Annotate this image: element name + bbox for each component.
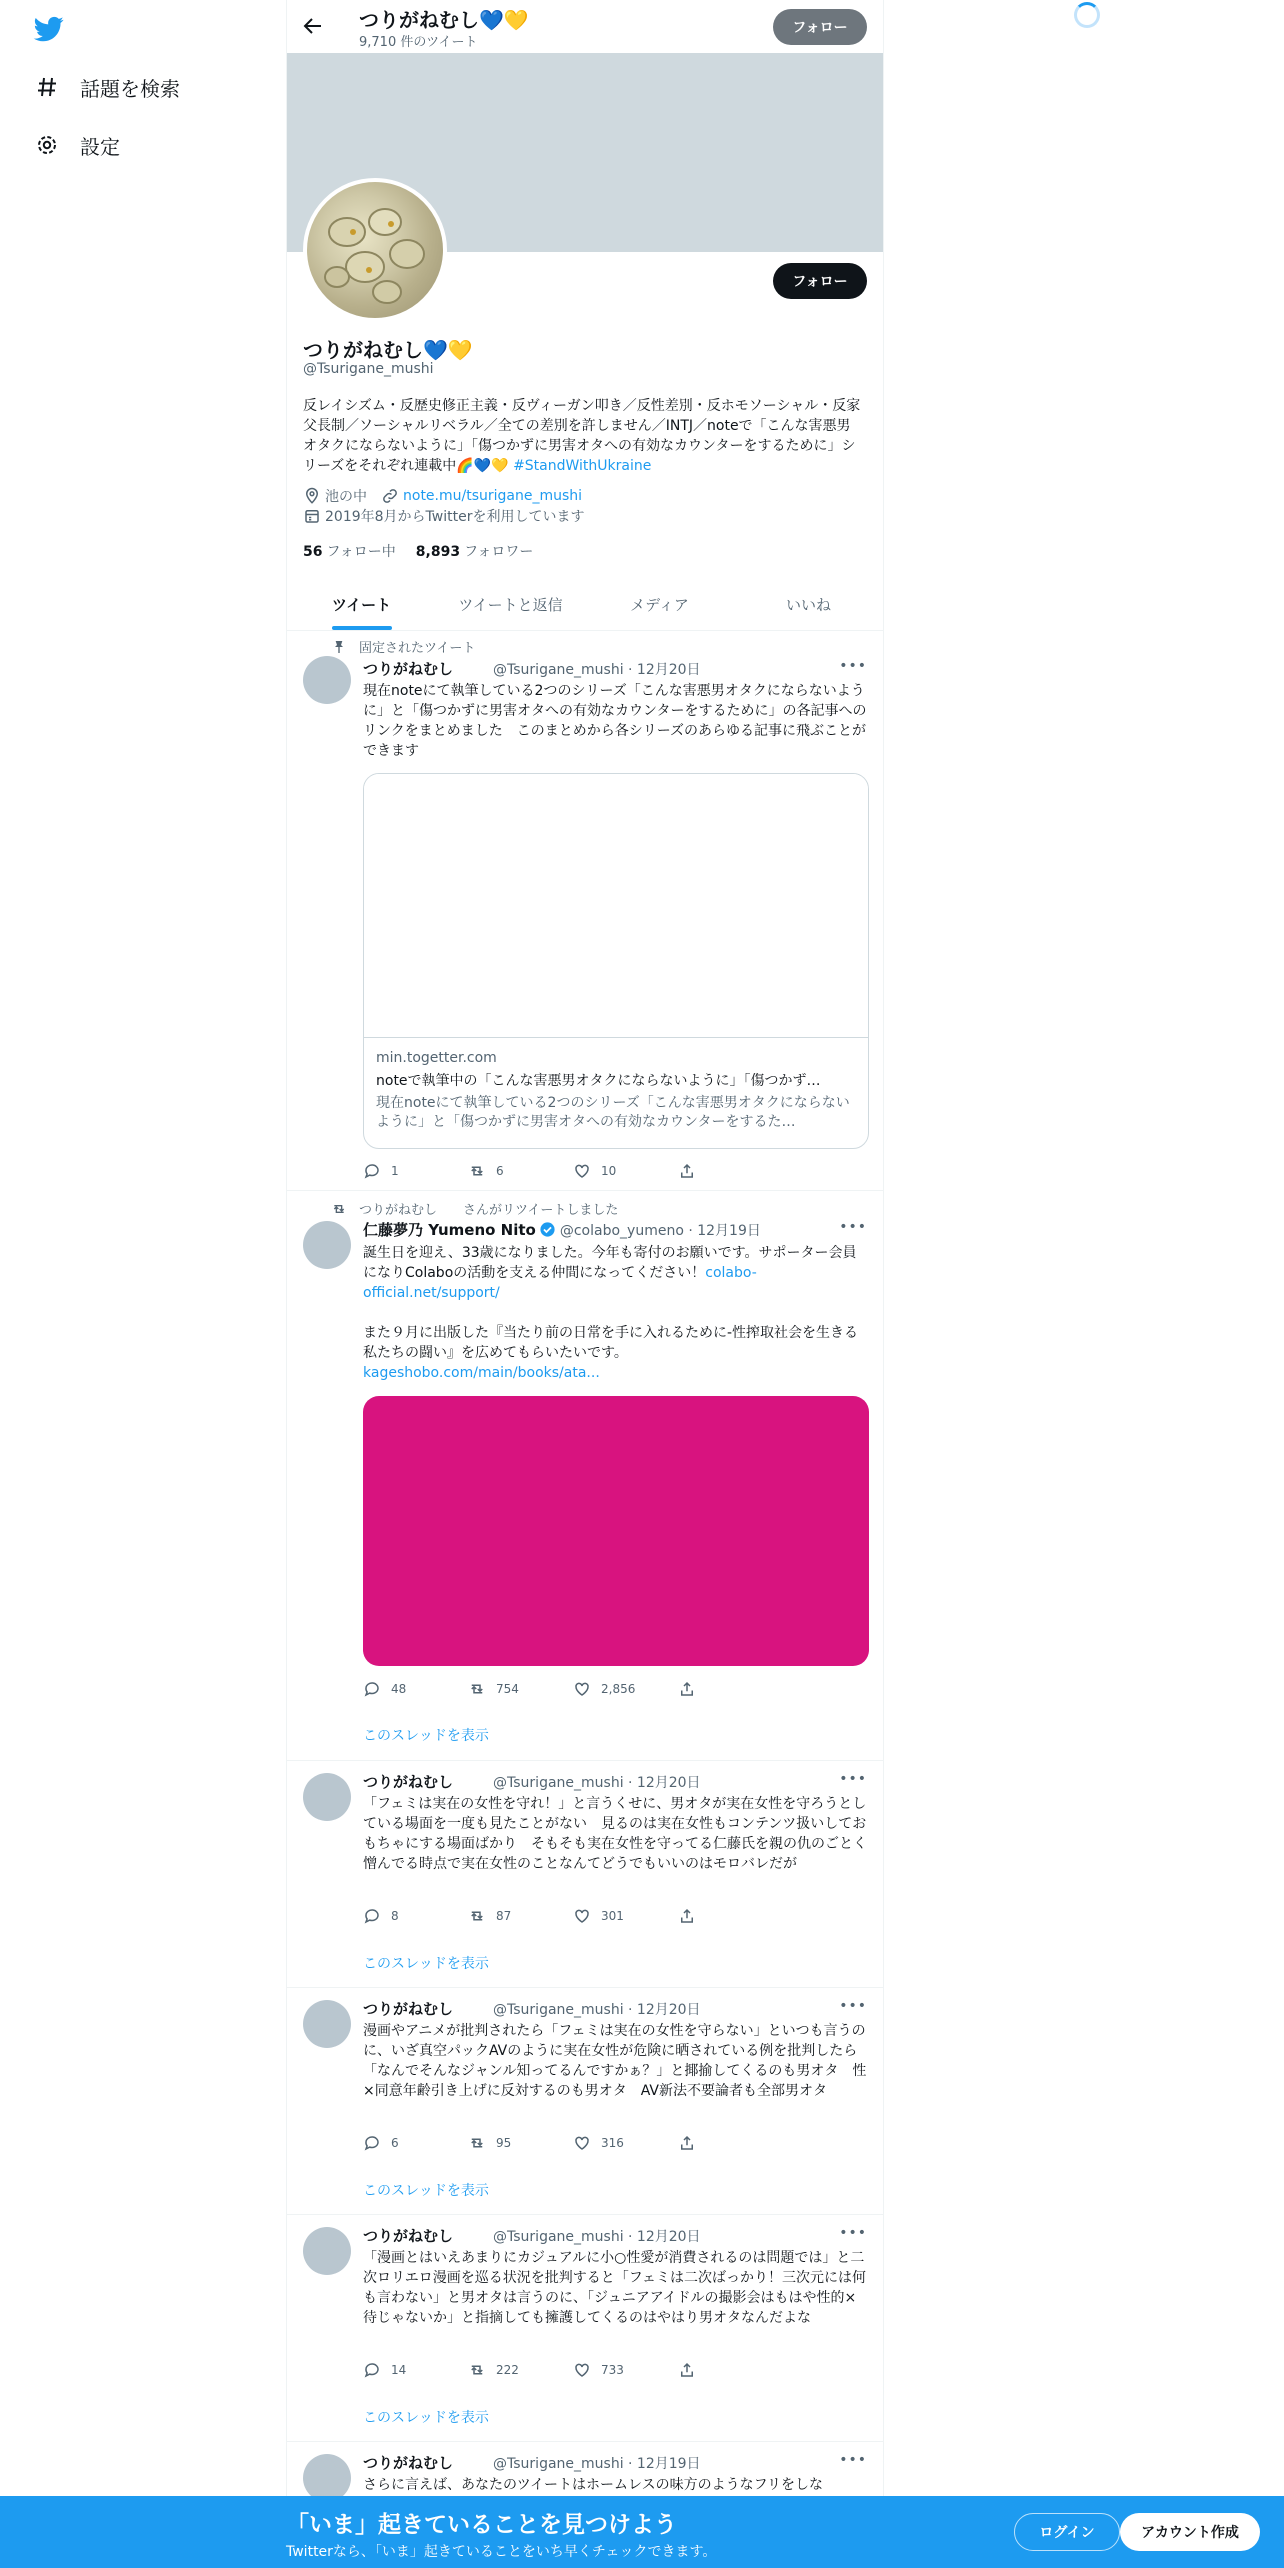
avatar[interactable]	[303, 2454, 351, 2502]
tab-likes[interactable]: いいね	[785, 595, 831, 614]
tweet-actions	[363, 1907, 783, 1925]
share-icon	[678, 2361, 696, 2379]
bio-hashtag-link[interactable]: #StandWithUkraine	[513, 458, 652, 474]
link-card[interactable]	[363, 773, 869, 1149]
reply-icon	[363, 2134, 381, 2152]
like-count: 301	[601, 1909, 624, 1923]
card-image	[364, 774, 868, 1038]
reply-icon	[363, 1907, 381, 1925]
sidebar-item-explore[interactable]	[34, 67, 180, 107]
tweet-text	[363, 1243, 867, 1383]
like-button[interactable]	[573, 1680, 678, 1698]
retweet-icon	[468, 2361, 486, 2379]
tweet-header	[363, 1998, 701, 2019]
followers-count: 8,893	[415, 544, 461, 560]
reply-button[interactable]	[363, 2361, 468, 2379]
signup-prompt-bar	[0, 2496, 1284, 2568]
avatar[interactable]	[303, 2000, 351, 2048]
twitter-logo-icon[interactable]	[32, 14, 66, 44]
tweet-author-name[interactable]: つりがねむし	[363, 1773, 454, 1791]
more-options-icon[interactable]: •••	[839, 1998, 867, 2014]
top-header	[287, 0, 883, 53]
following-label: フォロー中	[326, 544, 396, 560]
share-icon	[678, 1907, 696, 1925]
tweet-item[interactable]	[287, 1988, 883, 2215]
tweet-text: 漫画やアニメが批判されたら「フェミは実在の女性を守らない」といつも言うのに、いざ真空パックAVのように実在女性が危険に晒されている例を批判したら「なんでそんなジャンル知ってるんですかぁ？」と揶揄してくるのも男オタ 性×同意年齢引き上げに反対するのも男オタ AV新法不要論者も全部男オタ	[363, 2023, 867, 2099]
location-icon	[303, 487, 321, 505]
profile-meta-row	[303, 486, 582, 506]
retweet-button[interactable]	[468, 1680, 573, 1698]
tweet-header	[363, 658, 701, 679]
retweet-count: 87	[496, 1909, 512, 1923]
bio-text: 反レイシズム・反歴史修正主義・反ヴィーガン叩き／反性差別・反ホモソーシャル・反家父長制／ソーシャルリベラル／全ての差別を許しません／INTJ／noteで「こんな害悪男オタクにならないように」「傷つかずに男害オタへの有効なカウンターをするために」シリーズをそれぞれ連載中🌈💙💛	[303, 398, 861, 474]
reply-icon	[363, 1680, 381, 1698]
tweet-actions	[363, 1162, 783, 1180]
share-button[interactable]	[678, 2361, 783, 2379]
profile-tabs	[287, 578, 883, 631]
tweet-link[interactable]: kageshobo.com/main/books/ata...	[363, 1365, 600, 1381]
tweet-text: 現在noteにて執筆している2つのシリーズ「こんな害悪男オタクにならないように」と「傷つかずに男害オタへの有効なカウンターをするために」の各記事へのリンクをまとめました このまとめから各シリーズのあらゆる記事に飛ぶことができます	[363, 683, 867, 759]
show-thread-link[interactable]: このスレッドを表示	[363, 2410, 489, 2426]
verified-badge-icon	[539, 1221, 556, 1238]
reply-button[interactable]	[363, 1162, 468, 1180]
tweet-item[interactable]	[287, 631, 883, 1191]
profile-name: つりがねむし💙💛	[303, 338, 473, 362]
more-options-icon[interactable]: •••	[839, 2225, 867, 2241]
avatar[interactable]	[303, 656, 351, 704]
tweet-handle-date[interactable]: @Tsurigane_mushi · 12月19日	[493, 2455, 701, 2472]
tweet-header	[363, 1219, 761, 1240]
retweet-count: 222	[496, 2363, 519, 2377]
retweet-icon	[468, 1680, 486, 1698]
tweet-count: 9,710 件のツイート	[359, 35, 478, 50]
profile-avatar[interactable]	[303, 178, 447, 322]
sidebar-item-settings[interactable]	[34, 125, 120, 165]
like-count: 733	[601, 2363, 624, 2377]
like-button[interactable]	[573, 2134, 678, 2152]
like-button[interactable]	[573, 2361, 678, 2379]
tweet-context	[331, 637, 475, 656]
like-button[interactable]	[573, 1162, 678, 1180]
tweet-item[interactable]	[287, 1761, 883, 1988]
retweet-count: 754	[496, 1682, 519, 1696]
tab-tweets-and-replies[interactable]: ツイートと返信	[458, 595, 563, 614]
heart-icon	[573, 1162, 591, 1180]
retweet-button[interactable]	[468, 1907, 573, 1925]
sidebar	[0, 0, 286, 2568]
prompt-subtitle: Twitterなら、「いま」起きていることをいち早くチェックできます。	[286, 2544, 717, 2560]
share-button[interactable]	[678, 2134, 783, 2152]
reply-button[interactable]	[363, 1907, 468, 1925]
tweet-header	[363, 2225, 701, 2246]
tweet-text: 「漫画とはいえあまりにカジュアルに小○性愛が消費されるのは問題では」と二次ロリエロ漫画を巡る状況を批判すると「フェミは二次ばっかり！三次元には何も言わない」と男オタは言うのに、「ジュニアアイドルの撮影会はもはや性的×待じゃないか」と指摘しても擁護してくるのはやはり男オタなんだよな	[363, 2250, 867, 2326]
heart-icon	[573, 2134, 591, 2152]
prompt-title: 「いま」起きていることを見つけよう	[286, 2512, 677, 2538]
gear-icon	[34, 132, 60, 158]
like-count: 10	[601, 1164, 617, 1178]
tweet-actions	[363, 2134, 783, 2152]
tweet-text: 「フェミは実在の女性を守れ！」と言うくせに、男オタが実在女性を守ろうとしている場面を一度も見たことがない 見るのは実在女性もコンテンツ扱いしておもちゃにする場面ばかり そもそも実在女性を守ってる仁藤氏を親の仇のごとく憎んでる時点で実在女性のことなんてどうでもいいのはモロバレだが	[363, 1796, 867, 1872]
card-description: 現在noteにて執筆している2つのシリーズ「こんな害悪男オタクにならないように」と「傷つかずに男害オタへの有効なカウンターをするた…	[376, 1095, 850, 1130]
share-icon	[678, 2134, 696, 2152]
reply-icon	[363, 2361, 381, 2379]
tweet-header	[363, 1771, 701, 1792]
tweet-actions	[363, 1680, 783, 1698]
retweet-icon	[468, 2134, 486, 2152]
profile-url-link[interactable]: note.mu/tsurigane_mushi	[403, 488, 583, 504]
tweet-media-image[interactable]	[363, 1396, 869, 1666]
tweet-context	[331, 1199, 618, 1218]
tab-tweets[interactable]: ツイート	[287, 578, 436, 630]
follow-button[interactable]: フォロー	[773, 263, 867, 299]
share-button[interactable]	[678, 1680, 783, 1698]
tweet-item[interactable]	[287, 1191, 883, 1761]
followers-label: フォロワー	[464, 544, 534, 560]
back-arrow-icon[interactable]	[301, 14, 325, 38]
profile-location: 池の中	[325, 489, 367, 505]
reply-count: 6	[391, 2136, 399, 2150]
like-count: 316	[601, 2136, 624, 2150]
show-thread-link[interactable]: このスレッドを表示	[363, 1728, 489, 1744]
avatar[interactable]	[303, 1221, 351, 1269]
share-button[interactable]	[678, 1162, 783, 1180]
show-thread-link[interactable]: このスレッドを表示	[363, 1956, 489, 1972]
header-follow-button[interactable]: フォロー	[773, 9, 867, 45]
signup-button[interactable]: アカウント作成	[1120, 2513, 1260, 2551]
profile-handle: @Tsurigane_mushi	[303, 361, 434, 377]
retweet-button[interactable]	[468, 1162, 573, 1180]
reply-button[interactable]	[363, 1680, 468, 1698]
card-title: noteで執筆中の「こんな害悪男オタクにならないように」「傷つかず…	[376, 1073, 821, 1089]
heart-icon	[573, 1907, 591, 1925]
loading-spinner	[1074, 2, 1100, 28]
more-options-icon[interactable]: •••	[839, 2452, 867, 2468]
heart-icon	[573, 2361, 591, 2379]
share-icon	[678, 1162, 696, 1180]
hashtag-icon	[34, 74, 60, 100]
link-icon	[381, 487, 399, 505]
sidebar-item-label: 話題を検索	[80, 76, 180, 101]
pin-icon	[331, 639, 347, 655]
reply-button[interactable]	[363, 2134, 468, 2152]
tweet-context-label[interactable]: つりがねむし さんがリツイートしました	[359, 1203, 619, 1218]
followers-stat[interactable]	[416, 541, 534, 561]
tweet-handle-date[interactable]: @Tsurigane_mushi · 12月20日	[493, 2001, 701, 2018]
retweet-icon	[331, 1201, 347, 1217]
tweet-handle-date[interactable]: @Tsurigane_mushi · 12月20日	[493, 1774, 701, 1791]
reply-icon	[363, 1162, 381, 1180]
retweet-count: 95	[496, 2136, 512, 2150]
like-button[interactable]	[573, 1907, 678, 1925]
heart-icon	[573, 1680, 591, 1698]
more-options-icon[interactable]: •••	[839, 1219, 867, 1235]
reply-count: 8	[391, 1909, 399, 1923]
tweet-author-name[interactable]: つりがねむし	[363, 2454, 454, 2472]
avatar[interactable]	[303, 2227, 351, 2275]
header-name: つりがねむし💙💛	[359, 8, 529, 32]
tweet-author-name[interactable]: 仁藤夢乃 Yumeno Nito	[363, 1221, 536, 1239]
reply-count: 14	[391, 2363, 407, 2377]
more-options-icon[interactable]: •••	[839, 658, 867, 674]
reply-count: 1	[391, 1164, 399, 1178]
sidebar-item-label: 設定	[80, 134, 120, 159]
tweet-handle-date[interactable]: @colabo_yumeno · 12月19日	[559, 1222, 761, 1239]
show-thread-link[interactable]: このスレッドを表示	[363, 2183, 489, 2199]
profile-joined-row	[303, 506, 584, 526]
card-domain: min.togetter.com	[376, 1050, 497, 1066]
tweet-author-name[interactable]: つりがねむし	[363, 2227, 454, 2245]
avatar[interactable]	[303, 1773, 351, 1821]
retweet-icon	[468, 1907, 486, 1925]
more-options-icon[interactable]: •••	[839, 1771, 867, 1787]
following-count: 56	[303, 544, 323, 560]
like-count: 2,856	[601, 1682, 636, 1696]
following-stat[interactable]	[303, 541, 396, 561]
tweet-context-label: 固定されたツイート	[359, 641, 476, 656]
tweet-author-name[interactable]: つりがねむし	[363, 2000, 454, 2018]
profile-stats	[303, 541, 533, 561]
profile-column	[286, 0, 884, 2568]
retweet-icon	[468, 1162, 486, 1180]
share-icon	[678, 1680, 696, 1698]
tweet-author-name[interactable]: つりがねむし	[363, 660, 454, 678]
retweet-count: 6	[496, 1164, 504, 1178]
tweet-text-part: 誕生日を迎え、33歳になりました。今年も寄付のお願いです。サポーター会員になりColaboの活動を支える仲間になってください！	[363, 1245, 857, 1281]
share-button[interactable]	[678, 1907, 783, 1925]
profile-joined-date: 2019年8月からTwitterを利用しています	[325, 509, 585, 525]
tweet-actions	[363, 2361, 783, 2379]
calendar-icon	[303, 507, 321, 525]
retweet-button[interactable]	[468, 2361, 573, 2379]
retweet-button[interactable]	[468, 2134, 573, 2152]
tweet-text-part: また９月に出版した『当たり前の日常を手に入れるために-性搾取社会を生きる私たちの闘い』を広めてもらいたいです。	[363, 1325, 859, 1361]
tweet-text: さらに言えば、あなたのツイートはホームレスの味方のようなフリをしな	[363, 2477, 824, 2493]
tweet-handle-date[interactable]: @Tsurigane_mushi · 12月20日	[493, 2228, 701, 2245]
tweet-item[interactable]	[287, 2215, 883, 2442]
tweet-handle-date[interactable]: @Tsurigane_mushi · 12月20日	[493, 661, 701, 678]
tab-media[interactable]: メディア	[630, 595, 689, 614]
login-button[interactable]: ログイン	[1014, 2513, 1120, 2551]
tweet-header	[363, 2452, 701, 2473]
profile-bio	[303, 396, 863, 476]
reply-count: 48	[391, 1682, 407, 1696]
tweet-link[interactable]: colabo-official.net/support/	[363, 1265, 757, 1301]
